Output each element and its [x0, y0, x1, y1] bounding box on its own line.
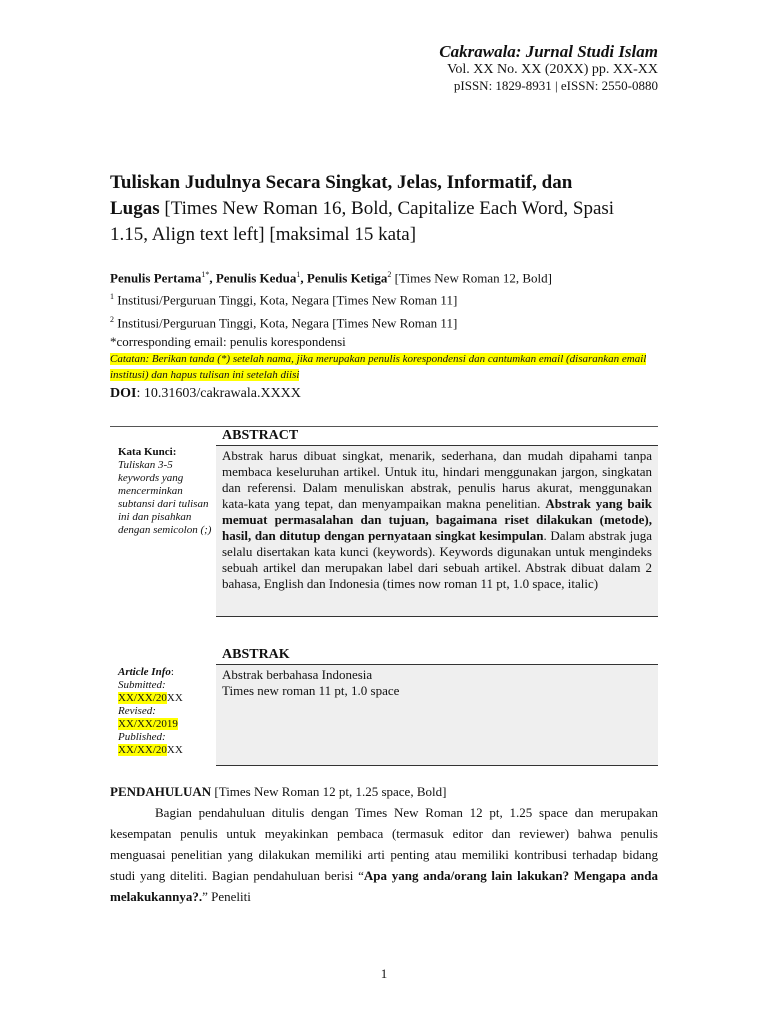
keywords-text: Tuliskan 3-5 keywords yang mencerminkan subtansi dari tulisan ini dan pisahkan dengan semicolon (;) — [118, 459, 212, 536]
abstract-indonesian — [216, 646, 658, 766]
corresponding-email: *corresponding email: penulis korespondensi — [110, 333, 346, 349]
author-note — [110, 351, 670, 383]
issn-info: pISSN: 1829-8931 | eISSN: 2550-0880 — [453, 78, 658, 93]
published-label: Published: — [118, 731, 166, 743]
doi-line — [110, 386, 301, 402]
revised-date: XX/XX/2019 — [118, 718, 178, 730]
revised-label: Revised: — [118, 705, 156, 717]
article-info-label: Article Info — [118, 666, 171, 678]
journal-header — [439, 42, 658, 94]
author-1-sup: 1* — [201, 270, 210, 279]
abstrak-line-2: Times new roman 11 pt, 1.0 space — [222, 683, 400, 698]
affiliation-2-text: Institusi/Perguruan Tinggi, Kota, Negara [Times New Roman 11] — [114, 314, 458, 330]
pendahuluan-section — [110, 781, 658, 907]
author-line — [110, 265, 670, 287]
abstract-indonesian-body — [216, 665, 658, 766]
article-title — [110, 170, 630, 248]
published-date-highlight: XX/XX/20 — [118, 744, 167, 756]
author-format: [Times New Roman 12, Bold] — [391, 270, 552, 286]
pendahuluan-text: Bagian pendahuluan ditulis dengan Times New Roman 12 pt, 1.25 space dan merupakan kesempatan penulis untuk meyakinkan pembaca (termasuk editor dan reviewer) bahwa penulis menguasai penelitian yang dilakukan memiliki arti penting atau memiliki kontribusi terhadap bidang studi yang diteliti. Bagian pendahuluan berisi “ — [110, 805, 658, 883]
affiliation-2 — [110, 310, 670, 332]
author-2-sup: 1 — [296, 270, 301, 279]
published-date-rest: XX — [166, 744, 183, 756]
affiliation-1-sup: 1 — [110, 292, 114, 302]
author-sep-1: , — [209, 270, 216, 286]
affiliation-1-text: Institusi/Perguruan Tinggi, Kota, Negara [Times New Roman 11] — [114, 292, 458, 308]
pendahuluan-paragraph — [110, 802, 658, 907]
submitted-label: Submitted: — [118, 679, 166, 691]
doi-label: DOI — [110, 386, 137, 401]
article-info-sidebar — [118, 666, 214, 757]
abstract-english-body — [216, 446, 658, 617]
abstrak-line-1: Abstrak berbahasa Indonesia — [222, 667, 373, 682]
abstract-text-1: Abstrak harus dibuat singkat, menarik, sederhana, dan mudah dipahami tanpa membaca keseluruhan artikel. Untuk itu, hindari menggunakan jargon, singkatan dan referensi. Dalam menuliskan abstrak, penulis harus akurat, menggunakan kata-kata yang tepat, dan menyampaikan makna penelitian. — [222, 448, 652, 511]
page-number: 1 — [380, 966, 388, 981]
keywords-sidebar — [118, 446, 214, 537]
affiliation-2-sup: 2 — [110, 314, 114, 324]
author-1: Penulis Pertama — [110, 270, 202, 286]
author-note-text: Catatan: Berikan tanda (*) setelah nama, jika merupakan penulis korespondensi dan cantumkan email (disarankan email institusi) dan hapus tulisan ini setelah diisi — [110, 352, 647, 381]
abstract-bold-text: Abstrak yang baik memuat permasalahan dan tujuan, bagaimana riset dilakukan (metode), hasil, dan ditutup dengan pernyataan singkat kesimpulan — [222, 496, 652, 543]
keywords-label: Kata Kunci: — [118, 446, 177, 458]
title-format-note: [Times New Roman 16, Bold, Capitalize Each Word, Spasi 1.15, Align text left] [maksimal 15 kata] — [110, 198, 615, 245]
submitted-date-rest: XX — [166, 692, 183, 704]
author-sep-2: , — [300, 270, 307, 286]
section-heading-format: [Times New Roman 12 pt, 1.25 space, Bold] — [211, 784, 447, 799]
abstract-text-2: . Dalam abstrak juga selalu disertakan kata kunci (keywords). Keywords digunakan untuk mengindeks sebuah artikel dan merupakan label dari sebuah artikel. Abstrak dibuat dalam 2 bahasa, English dan Indonesia (times now roman 11 pt, 1.0 space, italic) — [222, 528, 652, 591]
volume-info: Vol. XX No. XX (20XX) pp. XX-XX — [447, 62, 658, 77]
section-heading: PENDAHULUAN — [110, 784, 212, 799]
title-bold-line2: Lugas — [110, 198, 160, 219]
pendahuluan-tail: ” Peneliti — [202, 889, 251, 904]
author-3: Penulis Ketiga — [306, 270, 388, 286]
author-block — [110, 265, 670, 383]
author-2: Penulis Kedua — [215, 270, 297, 286]
affiliation-1 — [110, 287, 670, 309]
doi-value: : 10.31603/cakrawala.XXXX — [136, 386, 301, 401]
section-heading-line — [110, 781, 658, 802]
author-3-sup: 2 — [387, 270, 392, 279]
submitted-date-highlight: XX/XX/20 — [118, 692, 167, 704]
abstrak-heading: ABSTRAK — [216, 646, 658, 665]
journal-title: Cakrawala: Jurnal Studi Islam — [439, 42, 658, 61]
title-bold-line1: Tuliskan Judulnya Secara Singkat, Jelas, Informatif, dan — [110, 172, 573, 193]
abstract-english — [216, 427, 658, 617]
abstract-heading: ABSTRACT — [216, 427, 658, 446]
pendahuluan-bold-question: Apa yang anda/orang lain lakukan? Mengapa anda melakukannya?. — [110, 868, 658, 904]
article-info-colon: : — [170, 666, 174, 678]
